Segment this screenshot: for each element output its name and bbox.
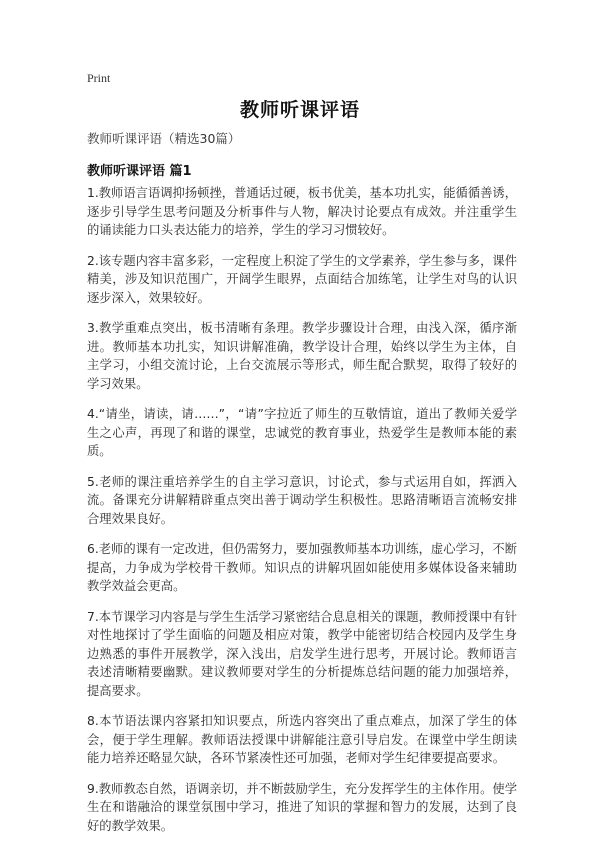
paragraph: 1.教师语言语调抑扬顿挫，普通话过硬，板书优美，基本功扎实，能循循善诱，逐步引导学生思考问题及分析事件与人物，解决讨论要点有成效。并注重学生的诵读能力口头表达能力的培养，学生的学习习惯较好。: [87, 186, 517, 237]
paragraph: 2.该专题内容丰富多彩，一定程度上积淀了学生的文学素养，学生参与多，课件精美，涉及知识范围广，开阔学生眼界，点面结合加练笔，让学生对鸟的认识逐步深入，效果较好。: [87, 253, 517, 305]
paragraph-list: [87, 184, 517, 847]
print-label: Print: [87, 71, 111, 85]
section-heading: 教师听课评语 篇1: [87, 164, 192, 179]
document-subtitle: 教师听课评语（精选30篇）: [87, 131, 241, 146]
paragraph: 8.本节语法课内容紧扣知识要点，所选内容突出了重点难点，加深了学生的体会，便于学生理解。教师语法授课中讲解能注意引导启发。在课堂中学生朗读能力培养还略显欠缺，各环节紧凑性还可加强，老师对学生纪律要提高要求。: [87, 714, 517, 765]
paragraph: 4.“请坐，请读，请……”，“请”字拉近了师生的互敬情谊，道出了教师关爱学生之心声，再现了和谐的课堂，忠诚党的教育事业，热爱学生是教师本能的素质。: [87, 407, 517, 458]
page-title: 教师听课评语: [239, 99, 360, 121]
paragraph: 6.老师的课有一定改进，但仍需努力，要加强教师基本功训练，虚心学习，不断提高，力争成为学校骨干教师。知识点的讲解巩固如能使用多媒体设备来辅助教学效益会更高。: [87, 542, 517, 593]
paragraph: 7.本节课学习内容是与学生生活学习紧密结合息息相关的课题，教师授课中有针对性地探讨了学生面临的问题及相应对策，教学中能密切结合校园内及学生身边熟悉的事件开展教学，深入浅出，启发学生进行思考，开展讨论。教师语言表述清晰精要幽默。建议教师要对学生的分析提炼总结问题的能力加强培养，提高要求。: [87, 609, 517, 698]
paragraph: 3.教学重难点突出，板书清晰有条理。教学步骤设计合理，由浅入深，循序渐进。教师基本功扎实，知识讲解准确，教学设计合理，始终以学生为主体，自主学习，小组交流讨论，上台交流展示等形式，师生配合默契，取得了较好的学习效果。: [87, 321, 517, 391]
paragraph: 5.老师的课注重培养学生的自主学习意识，讨论式，参与式运用自如，挥洒入流。备课充分讲解精辟重点突出善于调动学生积极性。思路清晰语言流畅安排合理效果良好。: [87, 474, 517, 526]
paragraph: 9.教师教态自然，语调亲切，并不断鼓励学生，充分发挥学生的主体作用。使学生在和谐融洽的课堂氛围中学习，推进了知识的掌握和智力的发展，达到了良好的教学效果。: [87, 781, 517, 833]
